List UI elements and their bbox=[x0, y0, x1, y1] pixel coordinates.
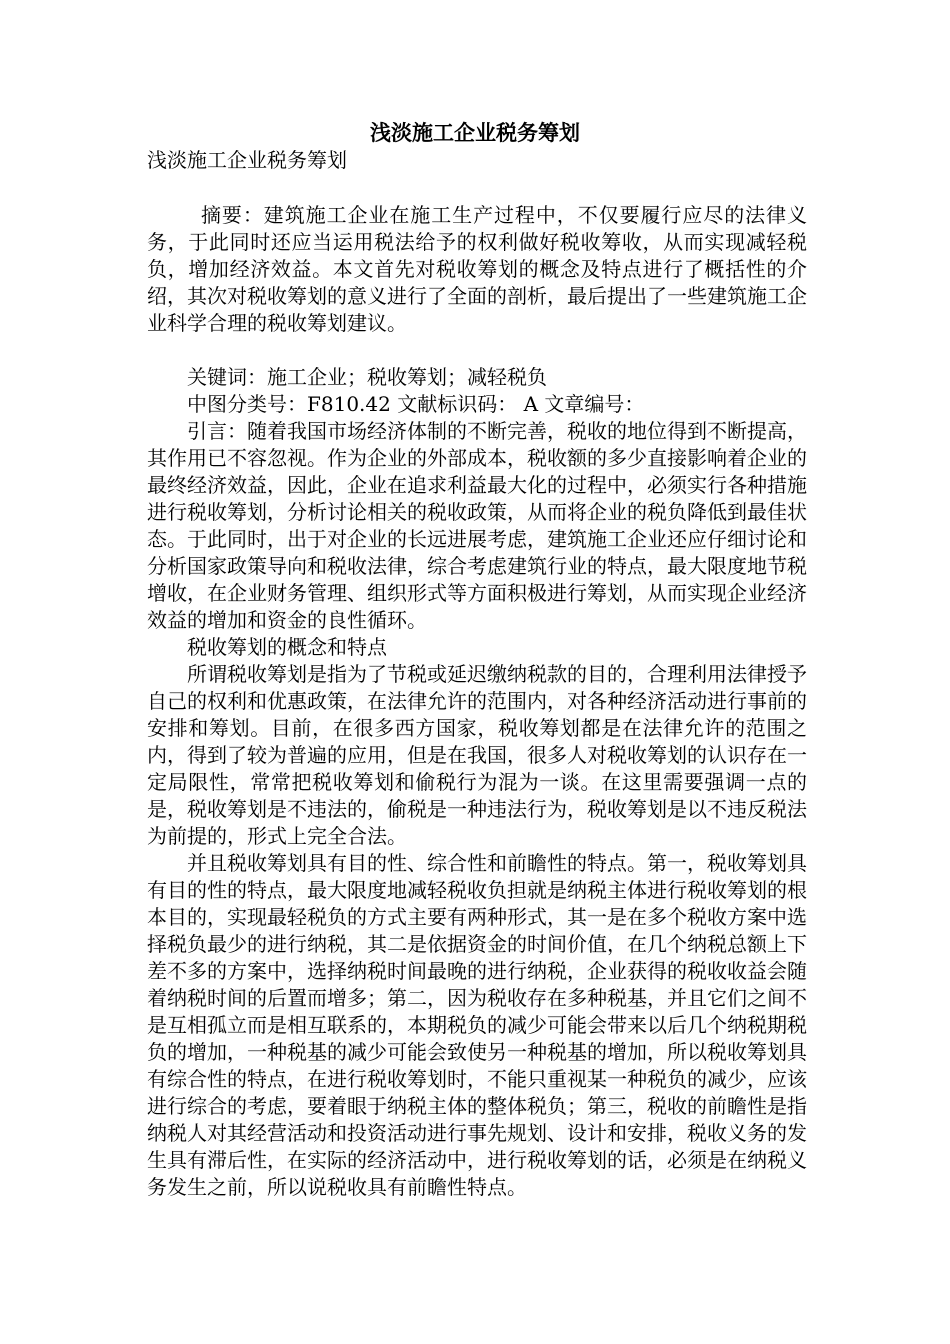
body-paragraph: 所谓税收筹划是指为了节税或延迟缴纳税款的目的，合理利用法律授予自己的权利和优惠政策，在法律允许的范围内，对各种经济活动进行事前的安排和筹划。目前，在很多西方国家，税收筹划都是在法律允许的范围之内，得到了较为普遍的应用，但是在我国，很多人对税收筹划的认识存在一定局限性，常常把税收筹划和偷税行为混为一谈。在这里需要强调一点的是，税收筹划是不违法的，偷税是一种违法行为，税收筹划是以不违反税法为前提的，形式上完全合法。 bbox=[147, 662, 807, 848]
document-title: 浅淡施工企业税务筹划 bbox=[370, 120, 580, 145]
document-body bbox=[147, 202, 807, 1201]
paragraph-spacer bbox=[147, 337, 807, 364]
classification-line: 中图分类号：F810.42 文献标识码： A 文章编号： bbox=[187, 392, 645, 416]
abstract-paragraph: 摘要：建筑施工企业在施工生产过程中，不仅要履行应尽的法律义务，于此同时还应当运用税法给予的权利做好税收筹收，从而实现减轻税负，增加经济效益。本文首先对税收筹划的概念及特点进行了概括性的介绍，其次对税收筹划的意义进行了全面的剖析，最后提出了一些建筑施工企业科学合理的税收筹划建议。 bbox=[147, 203, 807, 335]
intro-paragraph: 引言：随着我国市场经济体制的不断完善，税收的地位得到不断提高，其作用已不容忽视。作为企业的外部成本，税收额的多少直接影响着企业的最终经济效益，因此，企业在追求利益最大化的过程中，必须实行各种措施进行税收筹划，分析讨论相关的税收政策，从而将企业的税负降低到最佳状态。于此同时，出于对企业的长远进展考虑，建筑施工企业还应仔细讨论和分析国家政策导向和税收法律，综合考虑建筑行业的特点，最大限度地节税增收，在企业财务管理、组织形式等方面积极进行筹划，从而实现企业经济效益的增加和资金的良性循环。 bbox=[147, 419, 807, 632]
keywords-line: 关键词：施工企业；税收筹划；减轻税负 bbox=[187, 365, 547, 389]
body-paragraph: 并且税收筹划具有目的性、综合性和前瞻性的特点。第一，税收筹划具有目的性的特点，最大限度地减轻税收负担就是纳税主体进行税收筹划的根本目的，实现最轻税负的方式主要有两种形式，其一是在多个税收方案中选择税负最少的进行纳税，其二是依据资金的时间价值，在几个纳税总额上下差不多的方案中，选择纳税时间最晚的进行纳税，企业获得的税收收益会随着纳税时间的后置而增多；第二，因为税收存在多种税基，并且它们之间不是互相孤立而是相互联系的，本期税负的减少可能会带来以后几个纳税期税负的增加，一种税基的减少可能会致使另一种税基的增加，所以税收筹划具有综合性的特点，在进行税收筹划时，不能只重视某一种税负的减少，应该进行综合的考虑，要着眼于纳税主体的整体税负；第三，税收的前瞻性是指纳税人对其经营活动和投资活动进行事先规划、设计和安排，税收义务的发生具有滞后性，在实际的经济活动中，进行税收筹划的话，必须是在纳税义务发生之前，所以说税收具有前瞻性特点。 bbox=[147, 851, 807, 1199]
document-subtitle: 浅淡施工企业税务筹划 bbox=[147, 148, 347, 172]
section-heading: 税收筹划的概念和特点 bbox=[187, 635, 387, 659]
